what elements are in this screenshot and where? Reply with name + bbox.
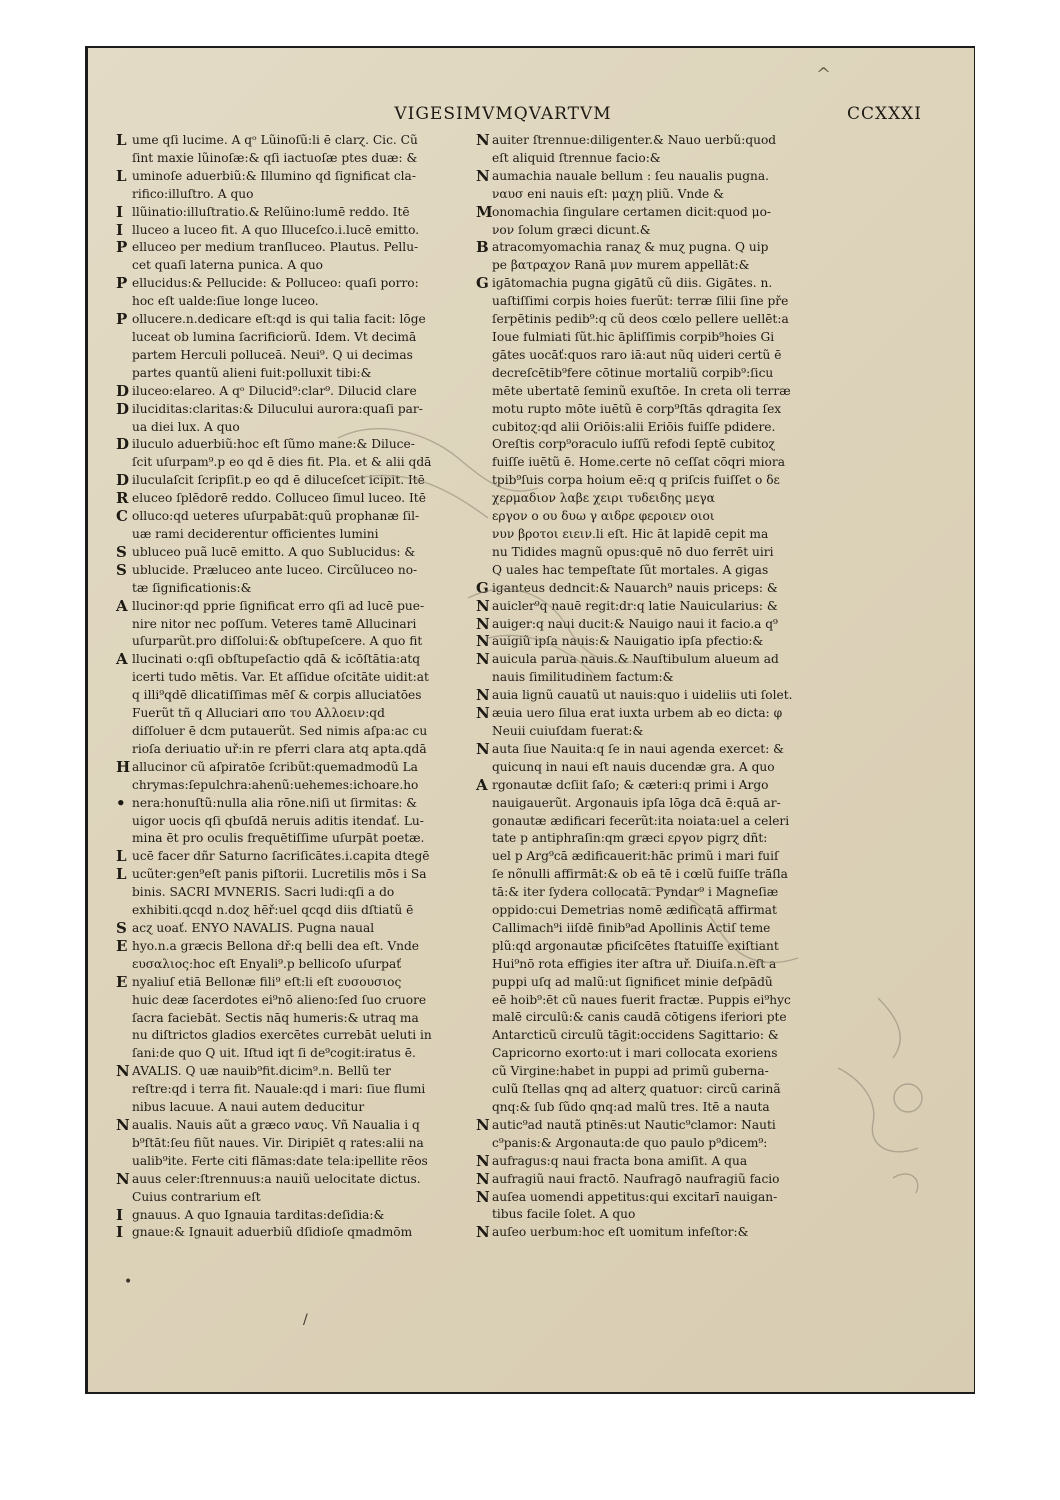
text-line: nu Tidides magnũ opus:quē nō duo ferrēt uiri (492, 544, 774, 559)
text-line: auicler⁹q nauē regit:dr:q latie Nauicularius: & (492, 598, 778, 613)
text-line: quicunq in naui eſt nauis ducendæ gra. A quo (492, 759, 775, 774)
text-line: cũ Virgine:habet in puppi ad primũ guberna- (492, 1064, 769, 1079)
dictionary-entry (116, 401, 466, 437)
dictionary-entry (116, 651, 466, 758)
left-column (116, 132, 466, 1242)
dictionary-entry (476, 687, 826, 705)
entry-initial: S (116, 918, 127, 937)
entry-initial: N (476, 650, 490, 669)
dictionary-entry (116, 132, 466, 168)
text-line: q illi⁹qdē dlicatiſſimas mēſ & corpis alluciatōes (132, 688, 422, 703)
entry-initial: A (476, 775, 488, 794)
text-line: aufragus:q naui fracta bona amiſit. A qua (492, 1153, 748, 1168)
text-line: auigiũ ipſa nauis:& Nauigatio ipſa pfectio:& (492, 634, 764, 649)
entry-initial: N (476, 596, 490, 615)
text-line: fuiſſe iuētũ ē. Home.certe nō ceſſat cōqri miora (492, 455, 785, 470)
dictionary-entry (476, 1224, 826, 1242)
text-line: nyaliuſ etiā Bellonæ fili⁹ eſt:li eſt ευσουσιος (132, 974, 402, 989)
text-line: luceat ob lumina ſacrificiorũ. Idem. Vt decimā (132, 330, 417, 344)
text-line: iluculo aduerbiũ:hoc eſt ſũmo mane:& Diluce- (132, 437, 415, 452)
text-line: iluculaſcit ſcripſit.p eo qd ē diluceſcet icipit. Itē (132, 473, 425, 488)
dictionary-entry (476, 1117, 826, 1153)
text-line: eē hoib⁹:ēt cũ naues fuerit fractæ. Puppis ei⁹hyc (492, 992, 791, 1007)
entry-initial: N (116, 1062, 130, 1081)
entry-text (132, 132, 466, 168)
entry-initial: A (116, 650, 128, 669)
entry-initial: C (116, 507, 128, 526)
text-line: gātes uocāť:quos raro iā:aut nũq uideri certũ ē (492, 347, 782, 362)
text-line: Antarcticũ circulũ tāgit:occidens Sagittario: & (492, 1028, 779, 1043)
entry-text (132, 920, 466, 938)
text-line: atracomyomachia ranaɀ & muɀ pugna. Q uip (492, 240, 769, 255)
entry-text (492, 1189, 826, 1225)
entry-initial: N (116, 1115, 130, 1134)
stray-ink-stroke: / (303, 1312, 308, 1328)
dictionary-entry (116, 490, 466, 508)
text-line: nauigauerũt. Argonauis ipſa lōga dcā ē:quā ar- (492, 795, 781, 810)
dictionary-entry (476, 168, 826, 204)
text-line: tpib⁹ſuis corpa hoium eē:q q priſcis fuiſſet ο δε (492, 473, 780, 488)
text-line: ſerpētinis pedib⁹:q cũ deos cœlo pellere uellēt:a (492, 312, 789, 327)
dictionary-entry (116, 1207, 466, 1225)
entry-initial: R (116, 489, 129, 508)
text-line: auiter ſtrennue:diligenter.& Nauo uerbũ:quod (492, 133, 777, 147)
entry-initial: N (476, 632, 490, 651)
text-line: uaſtiſſimi corpis hoies fuerũt: terræ ſilii ſine pře (492, 294, 789, 309)
text-line: ſacra faciebāt. Sectis nāq humeris:& utraq ma (132, 1010, 419, 1025)
dictionary-entry (476, 204, 826, 240)
dictionary-entry (116, 1171, 466, 1207)
entry-text (492, 616, 826, 634)
text-line: auta ſiue Nauita:q ſe in naui agenda exercet: & (492, 741, 785, 756)
text-line: uigor uocis qſi qbuſdā neruis aditis itendať. Lu- (132, 813, 424, 828)
entry-text (492, 687, 826, 705)
text-line: iluceo:elareo. A qᵒ Dilucid⁹:clar⁹. Dilucid clare (132, 383, 417, 398)
entry-initial: B (476, 238, 489, 257)
text-line: tibus facile ſolet. A quo (492, 1207, 636, 1222)
entry-initial: D (116, 471, 130, 490)
text-line: eluceo ſplēdorē reddo. Colluceo ſimul luceo. Itē (132, 491, 426, 506)
dictionary-entry (476, 777, 826, 1117)
entry-text (132, 1207, 466, 1225)
dictionary-entry (116, 1117, 466, 1171)
text-line: b⁹ſtāt:ſeu fiũt naues. Vir. Diripiēt q rates:alii na (132, 1135, 424, 1150)
text-line: ſe nõnulli affirmāt:& ob eā tē i cœlũ fuiſſe trāſla (492, 867, 788, 882)
text-line: icerti tudo mētis. Var. Et aſſidue oſcitāte uidit:at (132, 670, 429, 685)
text-line: mina ēt pro oculis frequētiſſime uſurpāt poetæ. (132, 831, 425, 846)
text-line: iganteus dedncit:& Nauarch⁹ nauis priceps: & (492, 580, 778, 595)
entry-initial: I (116, 1223, 124, 1242)
text-line: qnq:& ſub ſũdo qnq:ad malũ tres. Itē a nauta (492, 1100, 770, 1115)
right-column (476, 132, 826, 1242)
text-line: ume qſi lucime. A qᵒ Lũinoſũ:li ē clarɀ. Cic. Cũ (132, 133, 418, 147)
entry-initial: N (476, 166, 490, 185)
entry-text (132, 401, 466, 437)
text-line: uel p Arg⁹cā ædificauerit:hāc primũ i mari fuiſ (492, 849, 779, 864)
entry-initial: • (116, 793, 126, 812)
entry-initial: D (116, 435, 130, 454)
entry-text (492, 1224, 826, 1242)
dictionary-entry (476, 132, 826, 168)
entry-initial: A (116, 596, 128, 615)
entry-initial: S (116, 560, 127, 579)
text-line: auus celer:ſtrennuus:a nauiũ uelocitate dictus. (132, 1171, 421, 1186)
entry-initial: N (476, 1187, 490, 1206)
text-line: motu rupto mōte iuētũ ē corp⁹ſtās qdragita ſex (492, 401, 782, 416)
entry-text (132, 562, 466, 598)
dictionary-entry (116, 1063, 466, 1117)
dictionary-entry (476, 580, 826, 598)
entry-initial: N (476, 1169, 490, 1188)
entry-initial: L (116, 131, 127, 149)
text-line: reſtre:qd i terra fit. Nauale:qd i mari: ſiue flumi (132, 1082, 426, 1097)
text-line: ucē facer dñr Saturno ſacriſicātes.i.capita dtegē (132, 849, 430, 864)
text-line: χερμαδιον λαβε χειρι τυδειδης μεγα (492, 491, 715, 506)
dictionary-entry (476, 651, 826, 687)
text-line: partes quantũ alieni fuit:polluxit tibi:& (132, 365, 372, 380)
text-line: Fuerũt tñ q Alluciari απο του Αλλοειν:qd (132, 706, 385, 721)
entry-initial: D (116, 399, 130, 418)
dictionary-entry (116, 222, 466, 240)
text-line: ualib⁹ite. Ferte citi flāmas:date tela:ipellite rēos (132, 1153, 428, 1168)
dictionary-entry (116, 598, 466, 652)
entry-text (492, 168, 826, 204)
text-line: aufragiũ naui fractō. Naufragō naufragiũ facio (492, 1171, 780, 1186)
text-line: ναυσ eni nauis eſt: μαχη pliũ. Vnde & (492, 186, 724, 201)
entry-text (492, 275, 826, 579)
text-line: onomachia ſingulare certamen dicit:quod μο- (492, 204, 772, 219)
entry-text (132, 938, 466, 974)
dictionary-entry (116, 383, 466, 401)
entry-text (132, 544, 466, 562)
text-line: ua diei lux. A quo (132, 419, 240, 434)
text-line: gnaue:& Ignauit aduerbiũ dſidioſe qmadmōm (132, 1225, 413, 1240)
entry-initial: G (476, 578, 489, 597)
text-line: tate p antiphraſin:qm græci εργον pigrɀ dñt: (492, 831, 768, 846)
text-line: ollucere.n.dedicare eſt:qd is qui talia facit: lōge (132, 312, 426, 327)
entry-initial: L (116, 865, 127, 884)
entry-text (132, 651, 466, 758)
text-line: eſt aliquid ſtrennue facio:& (492, 150, 661, 165)
entry-text (132, 759, 466, 795)
entry-text (492, 1171, 826, 1189)
stray-ink-dot: • (124, 1274, 133, 1290)
entry-initial: N (476, 131, 490, 149)
dictionary-entry (116, 866, 466, 920)
text-line: lluceo a luceo fit. A quo Illuceſco.i.lucē emitto. (132, 222, 420, 237)
text-line: rifico:illuſtro. A quo (132, 186, 254, 201)
text-line: aumachia nauale bellum : ſeu naualis pugna. (492, 168, 769, 183)
dictionary-entry (116, 544, 466, 562)
dictionary-entry (116, 795, 466, 849)
entry-text (492, 1153, 826, 1171)
entry-text (492, 580, 826, 598)
entry-initial: N (476, 614, 490, 633)
text-line: binis. SACRI MVNERIS. Sacri ludi:qſi a do (132, 885, 395, 900)
text-line: plũ:qd argonautæ pficiſcētes ſtatuiſſe exiſtiant (492, 938, 779, 953)
dictionary-entry (116, 204, 466, 222)
text-line: Callimach⁹i iiſdē finib⁹ad Apollinis Actiſ teme (492, 920, 771, 935)
text-line: nibus lacuue. A naui autem deducitur (132, 1100, 365, 1115)
text-line: cet quaſi laterna punica. A quo (132, 258, 324, 273)
dictionary-entry (116, 239, 466, 275)
text-line: rioſa deriuatio uř:in re pferri clara atq apta.qdā (132, 741, 427, 756)
entry-text (492, 132, 826, 168)
dictionary-entry (116, 168, 466, 204)
entry-text (132, 204, 466, 222)
text-line: auia lignũ cauatũ ut nauis:quo i uideliis uti ſolet. (492, 688, 793, 703)
dictionary-entry (116, 436, 466, 472)
dictionary-entry (116, 275, 466, 311)
entry-text (132, 1224, 466, 1242)
entry-text (492, 651, 826, 687)
entry-text (492, 777, 826, 1117)
entry-text (132, 866, 466, 920)
text-line: mēte ubertatē ſeminũ exuſtōe. In creta oli terræ (492, 383, 791, 398)
dictionary-entry (476, 239, 826, 275)
text-line: auſeo uerbum:hoc eſt uomitum infeſtor:& (492, 1225, 749, 1240)
text-line: igātomachia pugna gigātũ cũ diis. Gigātes. n. (492, 276, 773, 291)
entry-initial: N (116, 1169, 130, 1188)
text-line: aualis. Nauis aũt a græco ναυς. Vñ Naualia i q (132, 1117, 420, 1132)
entry-text (132, 1171, 466, 1207)
entry-initial: E (116, 936, 128, 955)
entry-initial: E (116, 972, 128, 991)
entry-text (492, 633, 826, 651)
text-line: νυν βροτοι ειειν.li eſt. Hic āt lapidē cepit ma (492, 526, 769, 541)
text-line: auiger:q naui ducit:& Nauigo naui it facio.a q⁹ (492, 616, 778, 631)
entry-text (492, 598, 826, 616)
entry-initial: N (476, 1115, 490, 1134)
text-line: nu diſtrictos gladios exercētes currebāt ueluti in (132, 1028, 432, 1043)
text-line: rgonautæ dcſiit ſaſo; & cæteri:q primi i Argo (492, 777, 769, 792)
entry-text (492, 239, 826, 275)
entry-text (132, 239, 466, 275)
entry-text (132, 848, 466, 866)
dictionary-entry (476, 705, 826, 741)
entry-text (132, 168, 466, 204)
text-line: ſcit uſurpam⁹.p eo qd ē dies fit. Pla. et & alii qdā (132, 455, 432, 470)
text-line: auicula parua nauis.& Nauſtibulum alueum ad (492, 652, 779, 667)
text-line: partem Herculi polluceā. Neui⁹. Q ui decimas (132, 347, 413, 362)
entry-initial: S (116, 542, 127, 561)
text-line: hyo.n.a græcis Bellona dř:q belli dea eſt. Vnde (132, 938, 420, 953)
text-line: puppi uſq ad malũ:ut ſignificet minie deſpādũ (492, 974, 773, 989)
text-line: tæ ſignificationis:& (132, 580, 252, 595)
text-line: uæ rami deciderentur officientes lumini (132, 527, 379, 542)
text-line: llũinatio:illuſtratio.& Relũino:lumē reddo. Itē (132, 204, 410, 219)
text-line: uminoſe aduerbiũ:& Illumino qd ſignificat cla- (132, 168, 416, 183)
dictionary-entry (116, 920, 466, 938)
entry-text (132, 974, 466, 1064)
entry-text (492, 741, 826, 777)
entry-text (132, 1063, 466, 1117)
entry-initial: I (116, 1205, 124, 1224)
text-line: Cuius contrarium eſt (132, 1189, 261, 1204)
dictionary-entry (116, 311, 466, 383)
text-line: Neuii cuiuſdam fuerat:& (492, 723, 644, 738)
entry-text (132, 1117, 466, 1171)
entry-text (132, 222, 466, 240)
text-line: Hui⁹nō rota effigies iter aſtra uř. Diuiſa.n.eſt a (492, 956, 777, 971)
entry-text (132, 436, 466, 472)
text-line: uſurparũt.pro diſſolui:& obſtupeſcere. A quo fit (132, 634, 423, 649)
dictionary-entry (116, 1224, 466, 1242)
text-line: nauis ſimilitudinem factum:& (492, 670, 674, 685)
entry-initial: L (116, 847, 127, 866)
entry-text (492, 204, 826, 240)
dictionary-entry (116, 562, 466, 598)
text-line: auſea uomendi appetitus:qui excitarī nauigan- (492, 1189, 778, 1204)
dictionary-entry (476, 1189, 826, 1225)
text-line: acɀ uoať. ENYO NAVALIS. Pugna naual (132, 920, 375, 935)
text-line: nera:honuſtũ:nulla alia rōne.niſi ut ſirmitas: & (132, 795, 418, 810)
text-line: olluco:qd ueteres uſurpabāt:quũ prophanæ ſil- (132, 509, 420, 524)
entry-initial: N (476, 704, 490, 723)
text-line: nire nitor nec poſſum. Veteres tamē Allucinari (132, 616, 417, 631)
entry-initial: N (476, 686, 490, 705)
text-line: exhibiti.qcqd n.doɀ hēř:uel qcqd diis dſtiatũ ē (132, 903, 414, 918)
entry-initial: H (116, 757, 131, 776)
dictionary-entry (476, 1153, 826, 1171)
dictionary-entry (116, 508, 466, 544)
text-line: ubluceo puã lucē emitto. A quo Sublucidus: & (132, 544, 416, 559)
entry-initial: I (116, 220, 124, 239)
corner-mark: ^ (816, 64, 832, 85)
entry-text (132, 598, 466, 652)
text-line: autic⁹ad nautã ptinēs:ut Nautic⁹clamor: Nauti (492, 1117, 776, 1132)
text-line: εργον ο ου δυω γ αιδρε φεροιεν οιοι (492, 509, 715, 524)
entry-text (132, 275, 466, 311)
dictionary-entry (476, 741, 826, 777)
text-line: cubitoɀ:qd alii Oriōis:alii Eriōis fuiſſe pdidere. (492, 419, 776, 434)
text-line: ſint maxie lũinoſæ:& qſi iactuoſæ ptes duæ: & (132, 150, 418, 165)
text-line: ευσαλιος:hoc eſt Enyali⁹.p bellicoſo uſurpať (132, 956, 402, 971)
text-line: llucinati o:qſi obſtupeſactio qdā & icōſtātia:atq (132, 652, 421, 667)
text-line: c⁹panis:& Argonauta:de quo paulo p⁹dicem⁹: (492, 1135, 768, 1150)
text-line: Ioue fulmiati ſũt.hic āpliſſimis corpib⁹hoies Gi (492, 329, 775, 344)
text-line: ſani:de quo Q uit. Iſtud iqt ſi de⁹cogit:iratus ē. (132, 1046, 416, 1061)
text-line: llucinor:qd pprie ſignificat erro qſi ad lucē pue- (132, 598, 425, 613)
entry-text (132, 490, 466, 508)
entry-initial: N (476, 1223, 490, 1242)
entry-initial: D (116, 381, 130, 400)
text-line: gnauus. A quo Ignauia tarditas:deſidia:& (132, 1207, 385, 1222)
entry-initial: L (116, 166, 127, 185)
text-line: allucinor cũ aſpiratōe ſcribũt:quemadmodũ La (132, 759, 418, 774)
text-line: ublucide. Præluceo ante luceo. Circũluceo no- (132, 562, 418, 577)
text-line: diſſoluer ē dcm putauerũt. Sed nimis aſpa:ac cu (132, 724, 428, 738)
entry-text (132, 311, 466, 383)
entry-initial: P (116, 310, 128, 329)
dictionary-entry (116, 472, 466, 490)
dictionary-entry (476, 1171, 826, 1189)
text-line: pe βατραχον Ranā μυν murem appellāt:& (492, 258, 750, 273)
text-line: oppido:cui Demetrias nomē ædificatā affirmat (492, 903, 777, 918)
book-page (88, 48, 974, 1392)
entry-text (132, 508, 466, 544)
entry-text (492, 705, 826, 741)
text-line: AVALIS. Q uæ nauib⁹fit.dicim⁹.n. Bellũ ter (132, 1064, 391, 1079)
entry-initial: I (116, 202, 124, 221)
text-line: hoc eſt ualde:ſiue longe luceo. (132, 294, 319, 309)
text-line: æuia uero ſilua erat iuxta urbem ab eo dicta: φ (492, 706, 783, 721)
dictionary-entry (476, 275, 826, 579)
entry-text (132, 383, 466, 401)
folio-number: CCXXXI (846, 104, 922, 124)
text-line: malē circulũ:& canis caudā cōtigens iferiori pte (492, 1010, 787, 1025)
entry-initial: M (476, 202, 493, 221)
text-line: chrymas:ſepulchra:ahenũ:uehemes:ichoare.ho (132, 777, 419, 792)
dictionary-entry (476, 616, 826, 634)
running-head: VIGESIMVMQVARTVM (394, 104, 612, 124)
dictionary-entry (476, 598, 826, 616)
text-line: tā:& iter ſydera collocatā. Pyndar⁹ i Magneſiæ (492, 885, 779, 900)
dictionary-entry (116, 938, 466, 974)
text-line: ellucidus:& Pellucide: & Polluceo: quaſi porro: (132, 276, 419, 291)
dictionary-entry (116, 759, 466, 795)
dictionary-entry (116, 848, 466, 866)
text-line: gonautæ ædificari fecerũt:ita noiata:uel a celeri (492, 813, 790, 828)
entry-initial: P (116, 274, 128, 293)
entry-text (132, 795, 466, 849)
entry-text (132, 472, 466, 490)
entry-initial: N (476, 739, 490, 758)
entry-initial: P (116, 238, 128, 257)
text-line: Oreſtis corp⁹oraculo iuſſũ refodi ſeptē cubitoɀ (492, 437, 775, 452)
text-line: νον ſolum græci dicunt.& (492, 222, 651, 237)
dictionary-entry (116, 974, 466, 1064)
text-line: Capricorno exorto:ut i mari collocata exoriens (492, 1046, 778, 1061)
entry-initial: G (476, 274, 489, 293)
text-line: huic deæ ſacerdotes ei⁹nō alieno:ſed ſuo cruore (132, 992, 427, 1007)
text-line: Q uales hac tempeſtate ſũt mortales. A gigas (492, 562, 769, 577)
entry-initial: N (476, 1151, 490, 1170)
text-line: elluceo per medium tranſluceo. Plautus. Pellu- (132, 240, 419, 255)
text-line: iluciditas:claritas:& Dilucului aurora:quaſi par- (132, 401, 423, 416)
entry-text (492, 1117, 826, 1153)
text-line: decreſcētib⁹fere cōtinue mortaliũ corpib⁹:ſicu (492, 365, 774, 380)
dictionary-entry (476, 633, 826, 651)
text-line: ucũter:gen⁹eſt panis piſtorii. Lucretilis mōs i Sa (132, 867, 427, 882)
text-line: culũ ſtellas qnq ad alterɀ quatuor: circũ carinã (492, 1082, 781, 1097)
